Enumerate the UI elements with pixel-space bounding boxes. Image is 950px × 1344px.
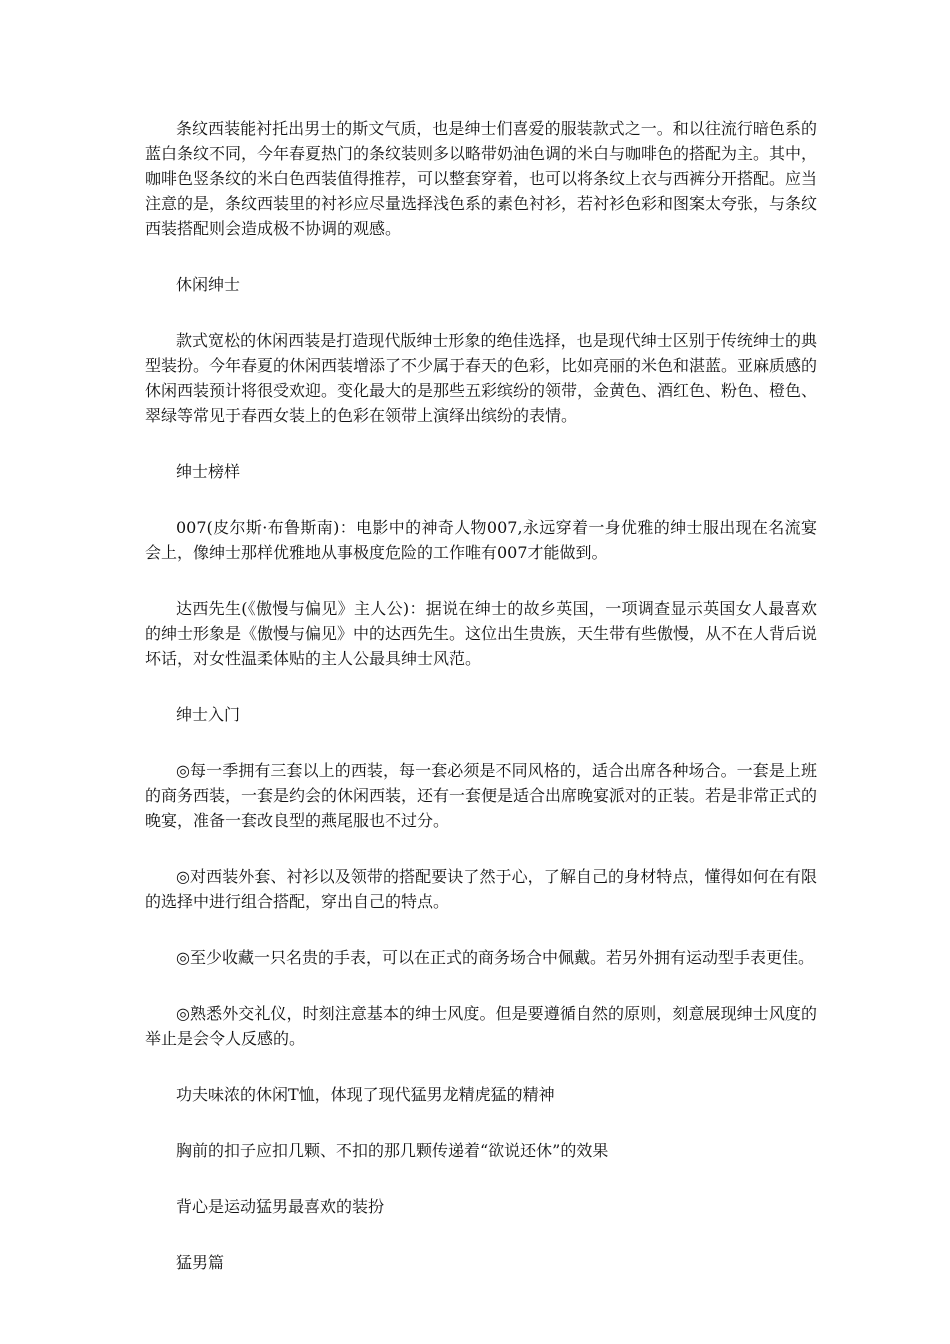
section-heading-strong-men: 猛男篇 [176, 1253, 225, 1272]
paragraph-casual-suits: 款式宽松的休闲西装是打造现代版绅士形象的绝佳选择，也是现代绅士区别于传统绅士的典型装扮。今年春夏的休闲西装增添了不少属于春天的色彩，比如亮丽的米色和湛蓝。亚麻质感的休闲西装预计将很受欢迎。变化最大的是那些五彩缤纷的领带，金黄色、酒红色、粉色、橙色、翠绿等常见于春西女装上的色彩在领带上演绎出缤纷的表情。 [145, 331, 818, 425]
document-body [145, 116, 817, 1306]
section-heading-casual-gentleman: 休闲绅士 [176, 275, 241, 294]
section-heading-gentleman-basics: 绅士入门 [176, 705, 241, 724]
paragraph-tip-three-suits: ◎每一季拥有三套以上的西装，每一套必须是不同风格的，适合出席各种场合。一套是上班的商务西装，一套是约会的休闲西装，还有一套便是适合出席晚宴派对的正装。若是非常正式的晚宴，准备一套改良型的燕尾服也不过分。 [145, 761, 818, 830]
paragraph-tip-matching: ◎对西装外套、衬衫以及领带的搭配要诀了然于心，了解自己的身材特点，懂得如何在有限的选择中进行组合搭配，穿出自己的特点。 [145, 867, 817, 911]
paragraph-mr-darcy: 达西先生(《傲慢与偏见》主人公)：据说在绅士的故乡英国，一项调查显示英国女人最喜欢的绅士形象是《傲慢与偏见》中的达西先生。这位出生贵族，天生带有些傲慢，从不在人背后说坏话，对女性温柔体贴的主人公最具绅士风范。 [145, 599, 818, 668]
paragraph-007: 007(皮尔斯·布鲁斯南)：电影中的神奇人物007,永远穿着一身优雅的绅士服出现在名流宴会上，像绅士那样优雅地从事极度危险的工作唯有007才能做到。 [145, 518, 817, 562]
paragraph-tip-etiquette: ◎熟悉外交礼仪，时刻注意基本的绅士风度。但是要遵循自然的原则，刻意展现绅士风度的举止是会令人反感的。 [145, 1004, 817, 1048]
caption-vest: 背心是运动猛男最喜欢的装扮 [176, 1197, 385, 1216]
paragraph-striped-suits: 条纹西装能衬托出男士的斯文气质，也是绅士们喜爱的服装款式之一。和以往流行暗色系的蓝白条纹不同，今年春夏热门的条纹装则多以略带奶油色调的米白与咖啡色的搭配为主。其中，咖啡色竖条纹的米白色西装值得推荐，可以整套穿着，也可以将条纹上衣与西裤分开搭配。应当注意的是，条纹西装里的衬衫应尽量选择浅色系的素色衬衫，若衬衫色彩和图案太夸张，与条纹西装搭配则会造成极不协调的观感。 [145, 119, 818, 238]
caption-shirt-buttons: 胸前的扣子应扣几颗、不扣的那几颗传递着“欲说还休”的效果 [176, 1141, 609, 1160]
section-heading-gentleman-role-models: 绅士榜样 [176, 462, 241, 481]
paragraph-tip-watch: ◎至少收藏一只名贵的手表，可以在正式的商务场合中佩戴。若另外拥有运动型手表更佳。 [176, 948, 814, 967]
caption-kungfu-tshirt: 功夫味浓的休闲T恤，体现了现代猛男龙精虎猛的精神 [176, 1085, 555, 1104]
